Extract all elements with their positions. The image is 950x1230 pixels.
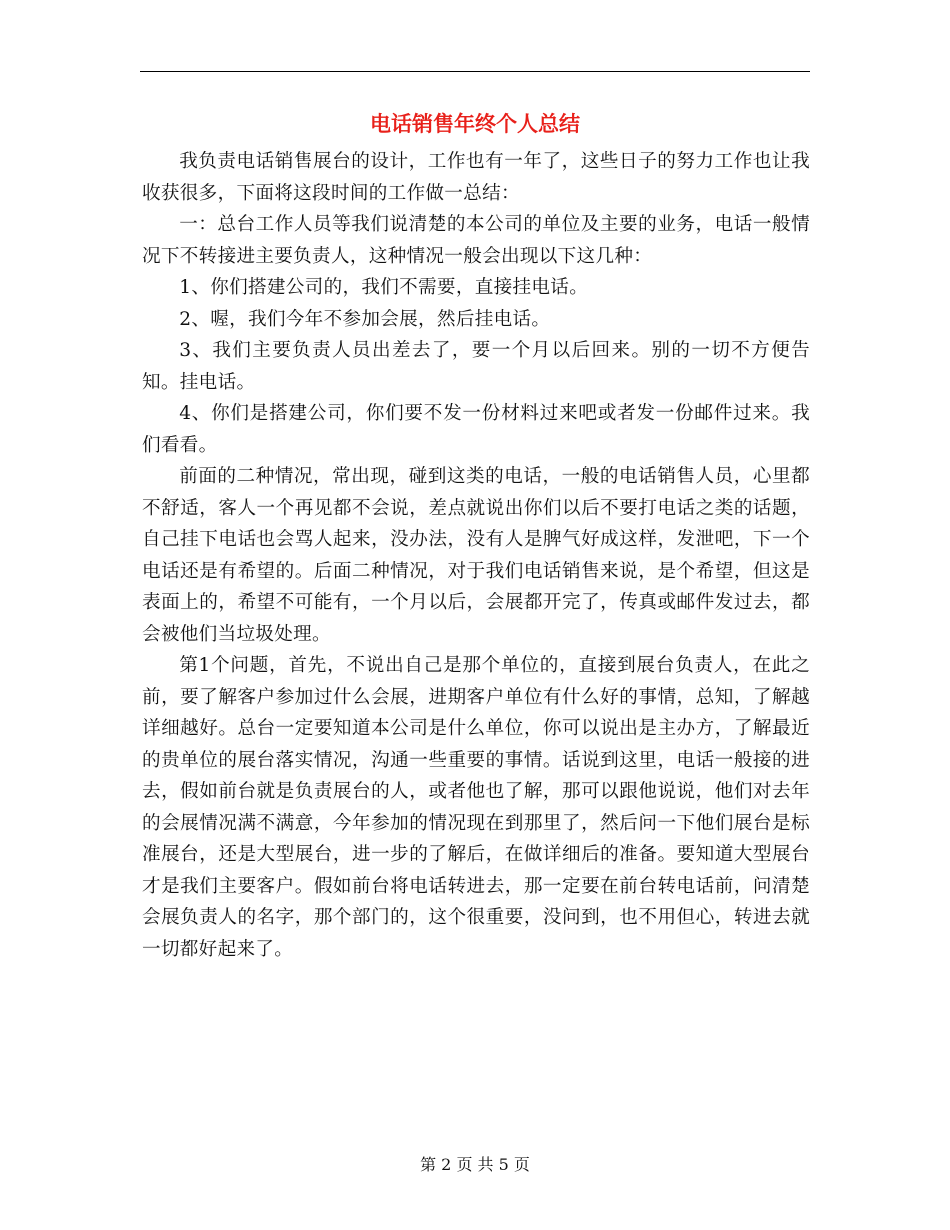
paragraph-intro: 我负责电话销售展台的设计，工作也有一年了，这些日子的努力工作也让我收获很多，下面将这段时间的工作做一总结： — [142, 151, 810, 204]
paragraph-solution: 第1个问题，首先，不说出自己是那个单位的，直接到展台负责人，在此之前，要了解客户参加过什么会展，进期客户单位有什么好的事情，总知，了解越详细越好。总台一定要知道本公司是什么单位，你可以说出是主办方，了解最近的贵单位的展台落实情况，沟通一些重要的事情。话说到这里，电话一般接的进去，假如前台就是负责展台的人，或者他也了解，那可以跟他说说，他们对去年的会展情况满不满意，今年参加的情况现在到那里了，然后问一下他们展台是标准展台，还是大型展台，进一步的了解后，在做详细后的准备。要知道大型展台才是我们主要客户。假如前台将电话转进去，那一定要在前台转电话前，问清楚会展负责人的名字，那个部门的，这个很重要，没问到，也不用但心，转进去就一切都好起来了。 — [142, 655, 810, 960]
paragraph-point-one: 一：总台工作人员等我们说清楚的本公司的单位及主要的业务，电话一般情况下不转接进主要负责人，这种情况一般会出现以下这几种： — [142, 214, 810, 267]
paragraph-analysis: 前面的二种情况，常出现，碰到这类的电话，一般的电话销售人员，心里都不舒适，客人一个再见都不会说，差点就说出你们以后不要打电话之类的话题，自己挂下电话也会骂人起来，没办法，没有人是脾气好成这样，发泄吧，下一个电话还是有希望的。后面二种情况，对于我们电话销售来说，是个希望，但这是表面上的，希望不可能有，一个月以后，会展都开完了，传真或邮件发过去，都会被他们当垃圾处理。 — [142, 466, 810, 645]
paragraph-case-2: 2、喔，我们今年不参加会展，然后挂电话。 — [179, 308, 551, 330]
paragraph-case-4: 4、你们是搭建公司，你们要不发一份材料过来吧或者发一份邮件过来。我们看看。 — [142, 403, 810, 456]
document-title: 电话销售年终个人总结 — [370, 112, 580, 136]
header-rule — [140, 71, 810, 72]
page-number: 第 2 页 共 5 页 — [420, 1155, 530, 1174]
page-footer — [0, 1153, 950, 1177]
document-body — [142, 146, 810, 965]
paragraph-case-1: 1、你们搭建公司的，我们不需要，直接挂电话。 — [179, 277, 589, 298]
paragraph-case-3: 3、我们主要负责人员出差去了，要一个月以后回来。别的一切不方便告知。挂电话。 — [142, 340, 810, 393]
